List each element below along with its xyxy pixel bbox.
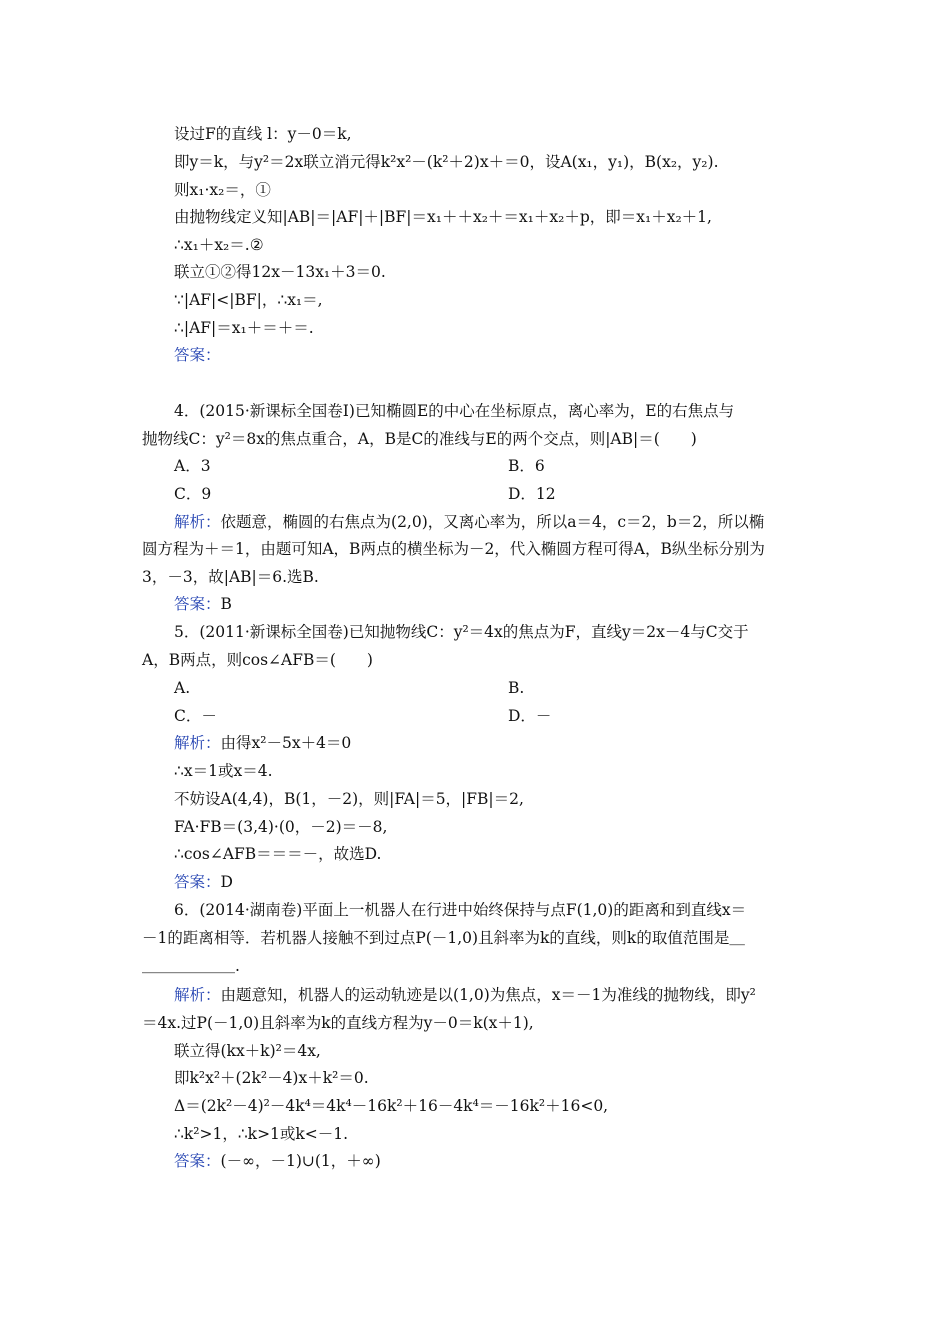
q4-answer	[174, 594, 232, 614]
q5-line-3: FA·FB＝(3,4)·(0，－2)＝－8,	[174, 818, 388, 836]
q5-analysis-1	[174, 733, 351, 753]
q5-option-a: A.	[174, 679, 191, 697]
q5-option-c: C．－	[174, 707, 217, 725]
q5-option-b: B.	[508, 679, 525, 697]
q6-answer-value: (－∞，－1)∪(1，＋∞)	[220, 1152, 381, 1170]
q5-answer	[174, 872, 233, 892]
prev-line-1: 设过F的直线 l：y－0＝k,	[174, 125, 352, 143]
q4-analysis-3: 3，－3，故|AB|＝6.选B.	[142, 568, 319, 586]
q6-line-3: Δ＝(2k²－4)²－4k⁴＝4k⁴－16k²＋16－4k⁴＝－16k²＋16<0,	[174, 1097, 609, 1115]
q4-analysis-1	[174, 512, 764, 532]
q6-stem-2: －1的距离相等．若机器人接触不到过点P(－1,0)且斜率为k的直线，则k的取值范围是＿	[142, 929, 745, 947]
q4-stem-2: 抛物线C：y²＝8x的焦点重合，A，B是C的准线与E的两个交点，则|AB|＝( )	[142, 430, 697, 448]
q6-line-2: 即k²x²＋(2k²－4)x＋k²＝0.	[174, 1069, 369, 1087]
q4-answer-label: 答案：	[174, 595, 221, 613]
q6-analysis-1	[174, 985, 756, 1005]
q6-analysis-text-1: 由题意知，机器人的运动轨迹是以(1,0)为焦点，x＝－1为准线的抛物线，即y²	[220, 986, 756, 1004]
prev-line-4: 由抛物线定义知|AB|＝|AF|＋|BF|＝x₁＋＋x₂＋＝x₁＋x₂＋p，即＝x₁＋x₂＋1,	[174, 208, 712, 226]
q6-line-4: ∴k²>1，∴k>1或k<－1.	[174, 1125, 349, 1143]
q6-answer-label: 答案：	[174, 1152, 221, 1170]
q5-line-1: ∴x＝1或x＝4.	[174, 762, 273, 780]
q5-line-2: 不妨设A(4,4)，B(1，－2)，则|FA|＝5，|FB|＝2,	[174, 790, 524, 808]
q5-stem-2: A，B两点，则cos∠AFB＝( )	[142, 651, 373, 669]
q4-analysis-label: 解析：	[174, 513, 221, 531]
q4-stem-1: 4．(2015·新课标全国卷Ⅰ)已知椭圆E的中心在坐标原点，离心率为，E的右焦点与	[174, 402, 735, 420]
q6-stem-3: ＿＿＿＿＿＿.	[142, 957, 240, 975]
q4-option-c: C．9	[174, 485, 212, 503]
q4-option-a: A．3	[174, 457, 211, 475]
q5-analysis-label: 解析：	[174, 734, 221, 752]
q6-line-1: 联立得(kx＋k)²＝4x,	[174, 1042, 321, 1060]
q5-option-d: D．－	[508, 707, 552, 725]
q5-line-4: ∴cos∠AFB＝＝＝－，故选D.	[174, 845, 382, 863]
q5-answer-label: 答案：	[174, 873, 221, 891]
q4-option-d: D．12	[508, 485, 556, 503]
prev-line-7: ∵|AF|<|BF|，∴x₁＝,	[174, 291, 323, 309]
q6-analysis-label: 解析：	[174, 986, 221, 1004]
q5-stem-1: 5．(2011·新课标全国卷)已知抛物线C：y²＝4x的焦点为F，直线y＝2x－4与C交于	[174, 623, 749, 641]
q5-answer-value: D	[220, 873, 233, 891]
prev-line-3: 则x₁·x₂＝，①	[174, 181, 271, 199]
q4-option-b: B．6	[508, 457, 545, 475]
q6-answer	[174, 1151, 381, 1171]
prev-answer-label: 答案：	[174, 346, 221, 364]
q5-analysis-text-1: 由得x²－5x＋4＝0	[220, 734, 352, 752]
prev-line-8: ∴|AF|＝x₁＋＝＋＝.	[174, 319, 314, 337]
prev-line-2: 即y＝k，与y²＝2x联立消元得k²x²－(k²＋2)x＋＝0，设A(x₁，y₁)，B(x₂，y₂).	[174, 153, 719, 171]
q6-analysis-2: ＝4x.过P(－1,0)且斜率为k的直线方程为y－0＝k(x＋1),	[142, 1014, 534, 1032]
q4-analysis-2: 圆方程为＋＝1，由题可知A，B两点的横坐标为－2，代入椭圆方程可得A，B纵坐标分别为	[142, 540, 765, 558]
prev-line-5: ∴x₁＋x₂＝.②	[174, 236, 264, 254]
prev-line-6: 联立①②得12x－13x₁＋3＝0.	[174, 263, 386, 281]
q4-answer-value: B	[220, 595, 232, 613]
q4-analysis-text-1: 依题意，椭圆的右焦点为(2,0)，又离心率为，所以a＝4，c＝2，b＝2，所以椭	[220, 513, 765, 531]
q6-stem-1: 6．(2014·湖南卷)平面上一机器人在行进中始终保持与点F(1,0)的距离和到直线x＝	[174, 901, 747, 919]
